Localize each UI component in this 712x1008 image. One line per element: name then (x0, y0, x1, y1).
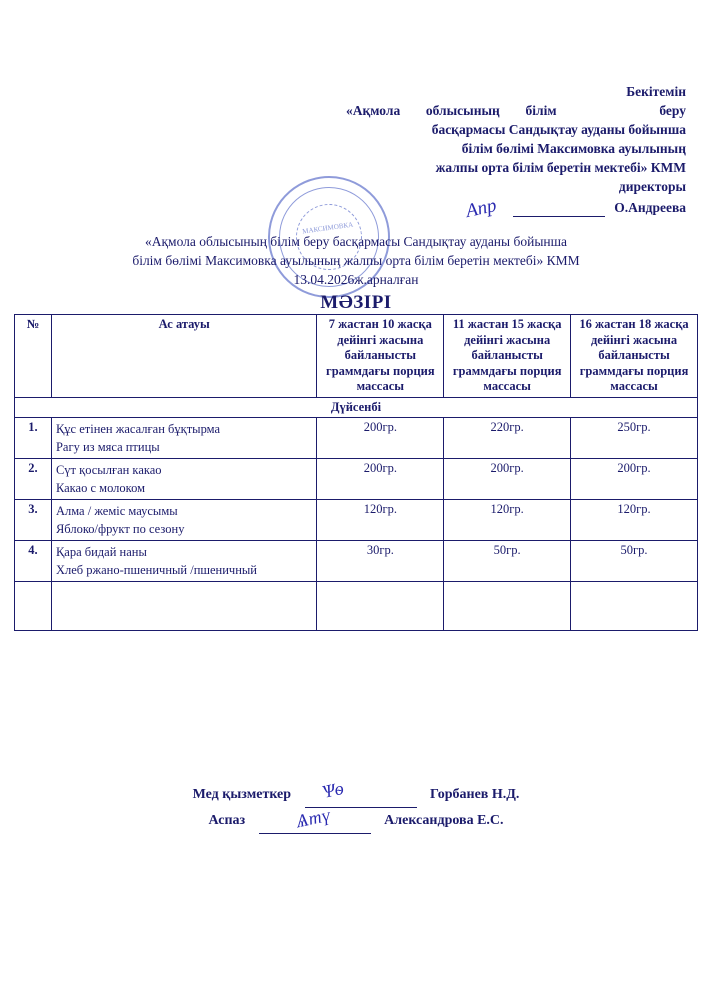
row-grams-16-18: 120гр. (571, 499, 698, 540)
approval-line-6: директоры (618, 179, 686, 194)
row-grams-11-15: 120гр. (444, 499, 571, 540)
row-number: 1. (15, 417, 52, 458)
row-grams-7-10: 120гр. (317, 499, 444, 540)
dish-name-kk: Құс етінен жасалған бұқтырма (55, 421, 220, 436)
row-grams-7-10: 200гр. (317, 417, 444, 458)
dish-name-ru: Рагу из мяса птицы (55, 439, 160, 454)
med-label: Мед қызметкер (192, 787, 292, 802)
row-dish (51, 458, 316, 499)
day-label: Дүйсенбі (15, 397, 698, 417)
header-age-11-15: 11 жастан 15 жасқа дейінгі жасына байланысты граммдағы порция массасы (444, 315, 571, 398)
director-signature-row (346, 198, 686, 217)
table-row (15, 458, 698, 499)
signature-footer (0, 782, 712, 834)
chef-signature-row (0, 808, 712, 834)
row-grams-16-18: 200гр. (571, 458, 698, 499)
med-signature-row (0, 782, 712, 808)
row-grams-16-18: 250гр. (571, 417, 698, 458)
dish-name-kk: Қара бидай наны (55, 544, 147, 559)
med-signature-line (305, 792, 417, 808)
row-grams-11-15: 220гр. (444, 417, 571, 458)
empty-cell-age-7-10 (317, 581, 444, 630)
table-row (15, 417, 698, 458)
row-dish (51, 540, 316, 581)
med-signature-mark: Ѱѳ (320, 777, 346, 803)
empty-cell-age-11-15 (444, 581, 571, 630)
director-signature-line (513, 202, 605, 217)
row-grams-16-18: 50гр. (571, 540, 698, 581)
empty-cell-number (15, 581, 52, 630)
row-grams-7-10: 200гр. (317, 458, 444, 499)
stamp-text: МАКСИМОВКА (301, 220, 354, 236)
director-signature-mark: Апр (464, 195, 499, 222)
row-grams-11-15: 50гр. (444, 540, 571, 581)
table-row (15, 499, 698, 540)
header-number: № (15, 315, 52, 398)
empty-cell-dish (51, 581, 316, 630)
chef-label: Аспаз (208, 813, 246, 828)
chef-signature-mark: Ѧтү (294, 804, 333, 832)
header-age-7-10: 7 жастан 10 жасқа дейінгі жасына байланысты граммдағы порция массасы (317, 315, 444, 398)
approval-line-3: басқармасы Сандықтау ауданы бойынша (431, 122, 686, 137)
table-header-row (15, 315, 698, 398)
row-grams-7-10: 30гр. (317, 540, 444, 581)
approval-line-5: жалпы орта білім беретін мектебі» КММ (435, 160, 686, 175)
approval-line-4: білім бөлімі Максимовка ауылының (461, 141, 686, 156)
day-row (15, 397, 698, 417)
table-empty-row (15, 581, 698, 630)
dish-name-ru: Какао с молоком (55, 480, 145, 495)
org-line-2: білім бөлімі Максимовка ауылының жалпы орта білім беретін мектебі» КММ (132, 253, 580, 268)
row-number: 2. (15, 458, 52, 499)
chef-signature-line (259, 818, 371, 834)
header-dish: Ас атауы (51, 315, 316, 398)
empty-cell-age-16-18 (571, 581, 698, 630)
dish-name-ru: Яблоко/фрукт по сезону (55, 521, 185, 536)
row-dish (51, 417, 316, 458)
chef-name: Александрова Е.С. (384, 813, 504, 828)
table-row (15, 540, 698, 581)
row-grams-11-15: 200гр. (444, 458, 571, 499)
director-name: О.Андреева (614, 200, 686, 215)
dish-name-kk: Сүт қосылған какао (55, 462, 162, 477)
row-number: 3. (15, 499, 52, 540)
header-age-16-18: 16 жастан 18 жасқа дейінгі жасына байланысты граммдағы порция массасы (571, 315, 698, 398)
approval-block (346, 82, 686, 217)
med-name: Горбанев Н.Д. (430, 787, 520, 802)
dish-name-ru: Хлеб ржано-пшеничный /пшеничный (55, 562, 257, 577)
approval-line-1: Бекітемін (626, 84, 686, 99)
row-dish (51, 499, 316, 540)
menu-table (14, 314, 698, 631)
page-title: МӘЗІРІ (320, 292, 392, 313)
org-line-3: 13.04.2026ж.арналған (293, 272, 419, 287)
approval-line-2: «Ақмола облысының білім беру (346, 103, 686, 118)
organization-heading (56, 232, 656, 289)
row-number: 4. (15, 540, 52, 581)
dish-name-kk: Алма / жеміс маусымы (55, 503, 178, 518)
org-line-1: «Ақмола облысының білім беру басқармасы Сандықтау ауданы бойынша (144, 234, 568, 249)
